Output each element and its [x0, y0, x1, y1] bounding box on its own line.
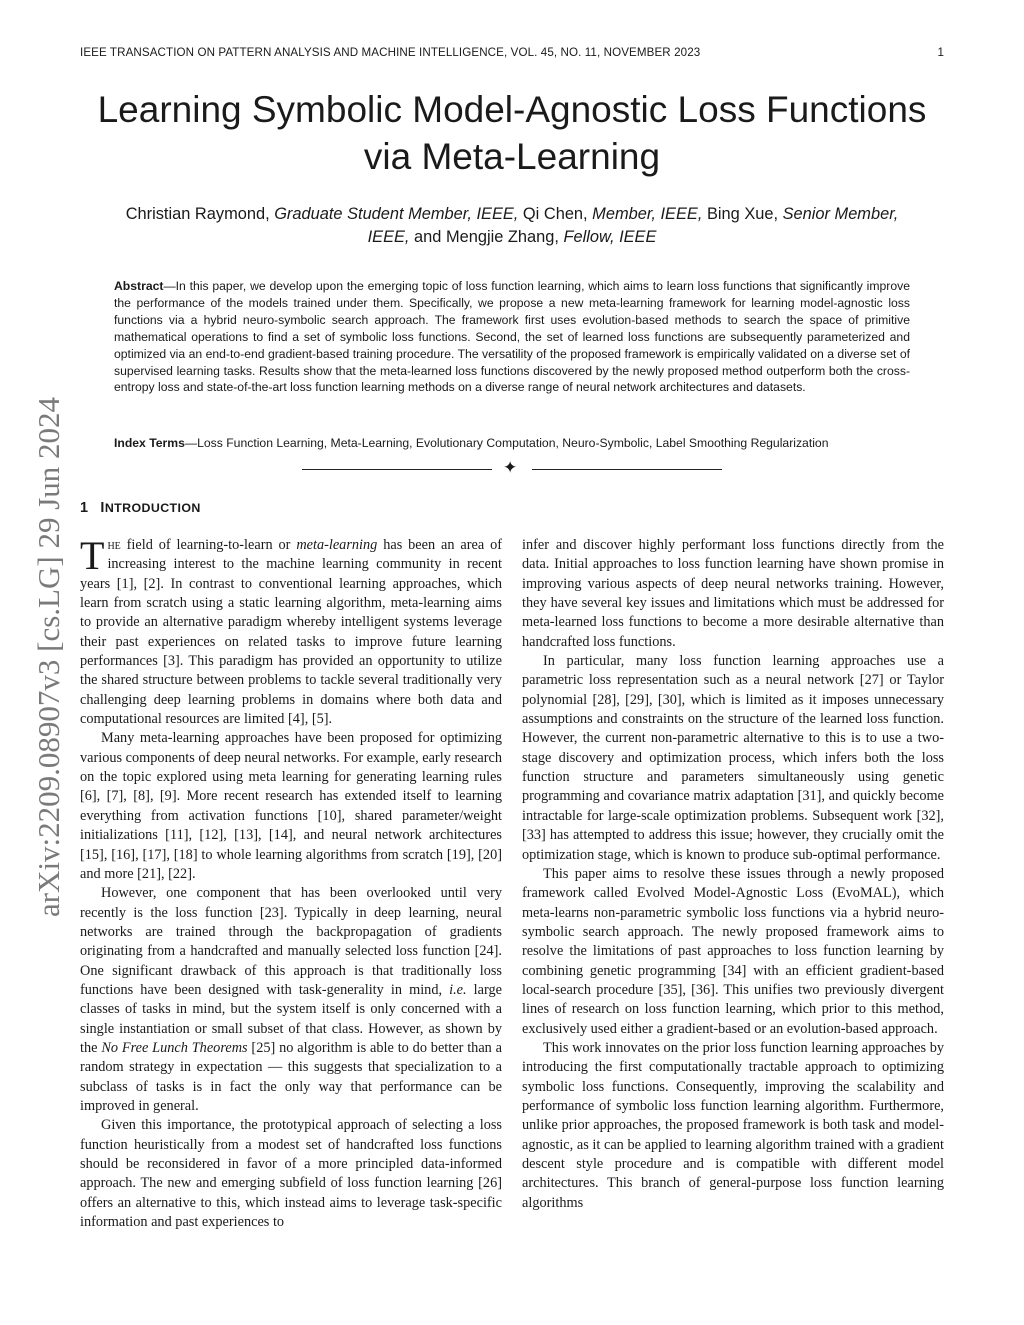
- emphasis: meta-learning: [296, 537, 378, 553]
- divider-line-left: [302, 469, 492, 470]
- author-role: Graduate Student Member, IEEE,: [274, 205, 519, 223]
- section-divider: [302, 460, 722, 478]
- running-title: IEEE TRANSACTION ON PATTERN ANALYSIS AND MACHINE INTELLIGENCE, VOL. 45, NO. 11, NOVEMBER 2023: [80, 46, 701, 59]
- page-number: 1: [937, 46, 944, 59]
- author-name: Christian Raymond,: [125, 205, 270, 223]
- arxiv-stamp: [21, 362, 77, 952]
- text-run: [25] no algorithm is able to do better than a random strategy in expectation — this suggests that specialization to a subclass of tasks is in fact the only way that performance can be improved in general.: [80, 1039, 503, 1114]
- paragraph: This paper aims to resolve these issues through a newly proposed framework called Evolved Model-Agnostic Loss (EvoMAL), which meta-learns non-parametric symbolic loss functions via a hybrid neuro-symbolic search approach. The newly proposed framework aims to resolve the limitations of past approaches to loss function learning by combining genetic programming [34] with an efficient gradient-based local-search procedure [35], [36]. This unifies two previously divergent lines of research on loss function learning, which prior to this method, exclusively used either a gradient-based or an evolution-based approach.: [522, 865, 944, 1037]
- arxiv-identifier: arXiv:2209.08907v3 [cs.LG] 29 Jun 2024: [31, 396, 66, 918]
- text-run: However, one component that has been overlooked until very recently is the loss function [23]. Typically in deep learning, neural networks are trained through the backpropagation of gradients originating from a handcrafted and manually selected loss function [24]. One significant drawback of this approach is that traditionally loss functions have been designed with task-generality in mind,: [80, 885, 502, 998]
- author-name: and Mengjie Zhang,: [414, 228, 559, 246]
- section-heading: [80, 500, 201, 516]
- author-name: Qi Chen,: [522, 205, 588, 223]
- drop-cap: T: [80, 533, 105, 578]
- author-name: Bing Xue,: [706, 205, 779, 223]
- divider-line-right: [532, 469, 722, 470]
- author-role: Member, IEEE,: [592, 205, 703, 223]
- right-column: [522, 536, 944, 1213]
- paragraph: This work innovates on the prior loss function learning approaches by introducing the first computationally tractable approach to optimizing symbolic loss functions. Consequently, improving the scalability and performance of symbolic loss function learning algorithm. Furthermore, unlike prior approaches, the proposed framework is both task and model-agnostic, as it can be applied to learning algorithm trained with a gradient descent style procedure and is compatible with different model architectures. This branch of general-purpose loss function learning algorithms: [522, 1039, 944, 1211]
- paragraph: Given this importance, the prototypical approach of selecting a loss function heuristically from a modest set of handcrafted loss functions should be reconsidered in favor of a more principled data-informed approach. The new and emerging subfield of loss function learning [26] offers an alternative to this, which instead aims to leverage task-specific information and past experiences to: [80, 1117, 502, 1231]
- abstract-text: —In this paper, we develop upon the emerging topic of loss function learning, which aims to learn loss functions that significantly improve the performance of the models trained under them. Specifically, we propose a new meta-learning framework for learning model-agnostic loss functions via a hybrid neuro-symbolic search approach. The framework first uses evolution-based methods to search the space of primitive mathematical operations to find a set of symbolic loss functions. Second, the set of learned loss functions are subsequently parameterized and optimized via an end-to-end gradient-based training procedure. The versatility of the proposed framework is empirically validated on a diverse set of supervised learning tasks. Results show that the meta-learned loss functions discovered by the newly proposed method outperform both the cross-entropy loss and state-of-the-art loss function learning methods on a diverse range of neural network architectures and datasets.: [114, 279, 910, 395]
- paragraph: infer and discover highly performant loss functions directly from the data. Initial approaches to loss function learning have shown promise in improving various aspects of deep neural networks training. However, they have several key issues and limitations which must be addressed for meta-learned loss functions to become a more desirable alternative than handcrafted loss functions.: [522, 537, 944, 650]
- text-run: has been an area of increasing interest to the machine learning community in recent years [1], [2]. In contrast to conventional learning approaches, which learn from scratch using a static learning algorithm, meta-learning aims to provide an alternative paradigm whereby intelligent systems leverage their past experiences on related tasks to improve future learning performances [3]. This paradigm has provided an opportunity to utilize the shared structure between problems to tackle several traditionally very challenging deep learning problems in domains where both data and computational resources are limited [4], [5].: [80, 537, 503, 728]
- abstract: [114, 278, 910, 396]
- index-terms-text: —Loss Function Learning, Meta-Learning, Evolutionary Computation, Neuro-Symbolic, Label Smoothing Regularization: [184, 436, 829, 450]
- author-list: [108, 203, 916, 249]
- text-run: large classes of tasks in mind, but the system itself is only concerned with a single instantiation or small subset of that class. However, as shown by the: [80, 981, 502, 1056]
- paragraph: [80, 533, 503, 729]
- abstract-label: Abstract: [114, 279, 164, 293]
- index-terms: [114, 435, 914, 452]
- section-number: 1: [80, 500, 89, 516]
- paper-title: Learning Symbolic Model-Agnostic Loss Functions via Meta-Learning: [97, 89, 927, 177]
- text-run: field of learning-to-learn or: [120, 537, 297, 553]
- lead-in: he: [107, 537, 121, 553]
- emphasis: No Free Lunch Theorems: [101, 1039, 248, 1056]
- paragraph: In particular, many loss function learning approaches use a parametric loss representation such as a neural network [27] or Taylor polynomial [28], [29], [30], which is limited as it imposes unnecessary assumptions and constraints on the structure of the learned loss function. However, the current non-parametric alternative to this is to use a two-stage discovery and optimization process, which infers both the loss function structure and parameters simultaneously using genetic programming and covariance matrix adaptation [31], and quickly become intractable for large-scale optimization problems. Subsequent work [32], [33] has attempted to address this issue; however, they crucially omit the optimization stage, which is known to produce sub-optimal performance.: [522, 653, 944, 863]
- section-title-initial: I: [100, 500, 105, 516]
- left-column: [80, 533, 503, 1232]
- author-role: Fellow, IEEE: [563, 228, 657, 246]
- section-title-rest: NTRODUCTION: [104, 501, 201, 515]
- paragraph: Many meta-learning approaches have been proposed for optimizing various components of deep neural networks. For example, early research on the topic explored using meta learning for generating learning rules [6], [7], [8], [9]. More recent research has extended itself to learning everything from activation functions [10], shared parameter/weight initializations [11], [12], [13], [14], and neural network architectures [15], [16], [17], [18] to whole learning algorithms from scratch [19], [20] and more [21], [22].: [80, 730, 503, 882]
- diamond-ornament-icon: ✦: [503, 458, 518, 478]
- running-header: [80, 46, 944, 59]
- emphasis: i.e.: [449, 981, 467, 998]
- paragraph: [80, 884, 502, 1116]
- index-terms-label: Index Terms: [114, 436, 185, 450]
- author-role: Senior Member, IEEE,: [367, 205, 899, 246]
